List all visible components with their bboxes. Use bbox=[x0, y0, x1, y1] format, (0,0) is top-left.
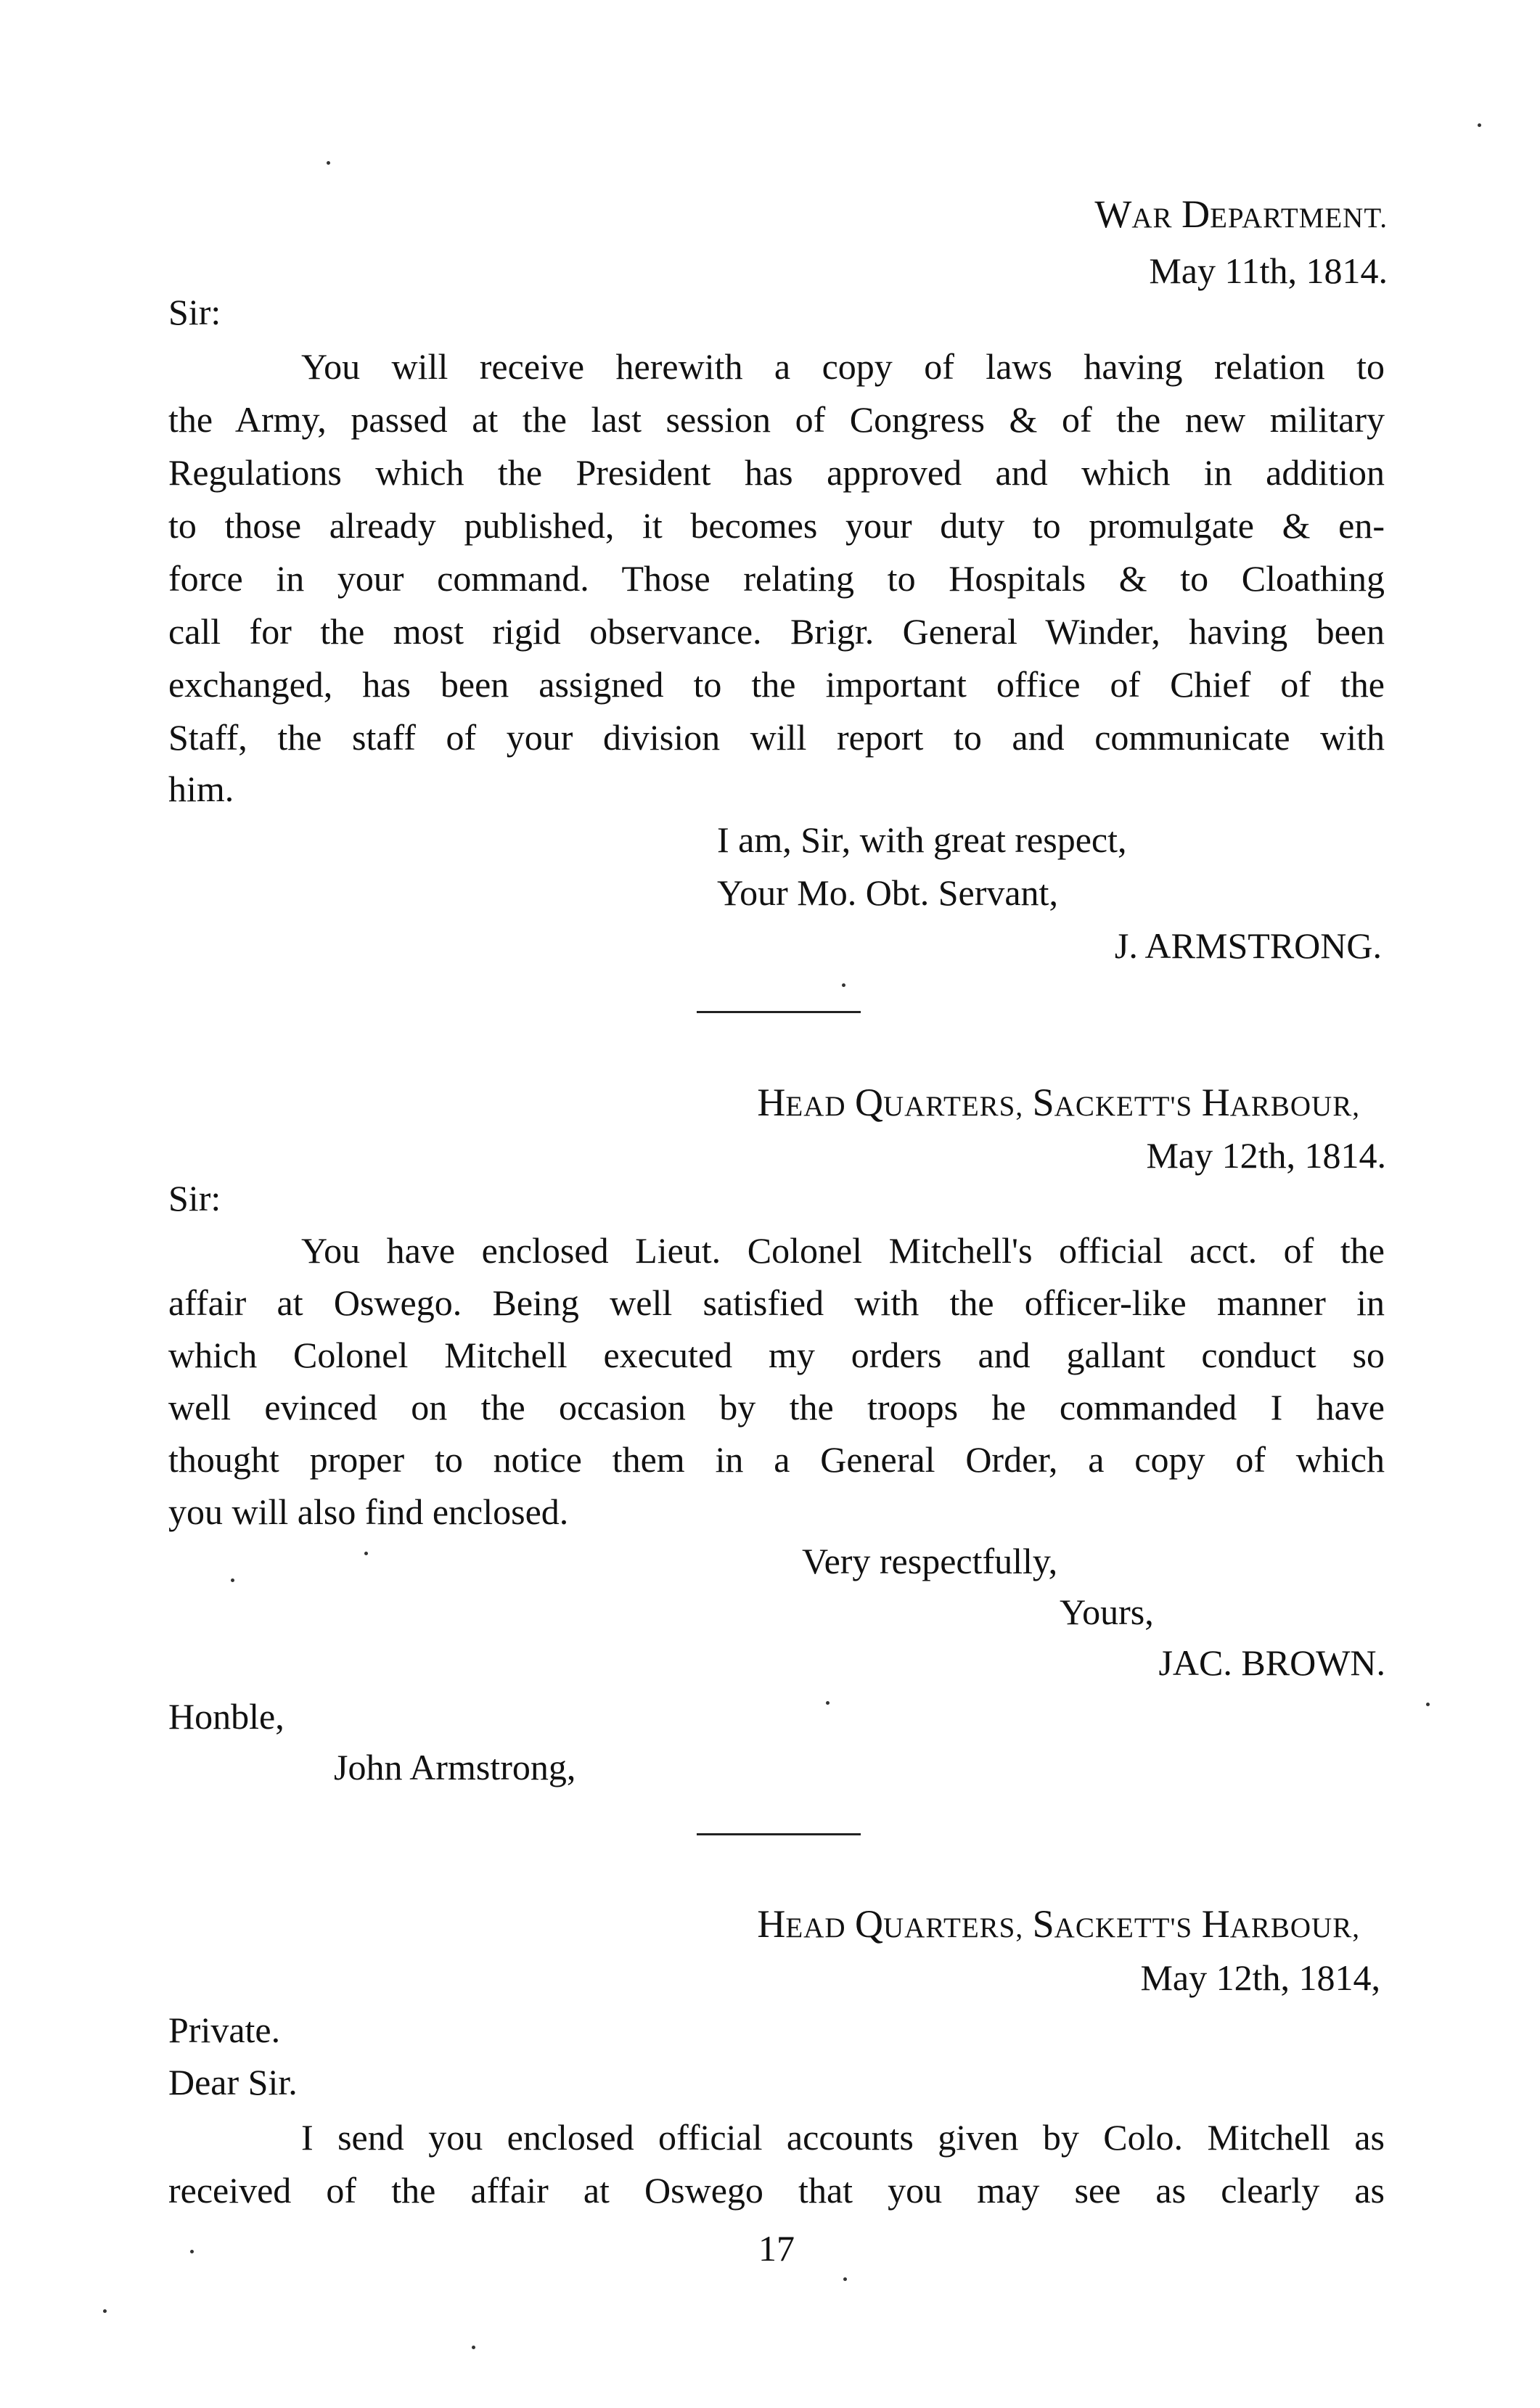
letter1-body-line: to those already published, it becomes your duty to promulgate & en- bbox=[168, 505, 1385, 546]
letter2-closing: Yours, bbox=[1060, 1592, 1154, 1632]
letter1-body-line: him. bbox=[168, 769, 234, 809]
letter3-marking: Private. bbox=[168, 2010, 281, 2050]
scan-speck bbox=[103, 2309, 107, 2313]
scan-speck bbox=[190, 2250, 194, 2253]
letter2-body-line: affair at Oswego. Being well satisfied with the officer-like manner in bbox=[168, 1282, 1385, 1323]
letter2-addressee: John Armstrong, bbox=[334, 1747, 576, 1787]
letter1-body-line: exchanged, has been assigned to the important office of Chief of the bbox=[168, 664, 1385, 705]
letter2-heading: HEAD QUARTERS, SACKETT'S HARBOUR, bbox=[757, 1081, 1360, 1124]
letter2-body-line: well evinced on the occasion by the troops he commanded I have bbox=[168, 1387, 1385, 1428]
scan-speck bbox=[843, 2277, 847, 2281]
letter1-closing: I am, Sir, with great respect, bbox=[717, 819, 1127, 860]
scan-speck bbox=[327, 161, 330, 165]
letter2-closing: Very respectfully, bbox=[802, 1541, 1058, 1581]
scan-speck bbox=[364, 1552, 368, 1555]
section-divider bbox=[697, 1011, 861, 1013]
letter2-body-line: thought proper to notice them in a General Order, a copy of which bbox=[168, 1439, 1385, 1480]
scan-speck bbox=[826, 1701, 830, 1705]
letter2-date: May 12th, 1814. bbox=[1146, 1135, 1386, 1176]
letter1-signature: J. ARMSTRONG. bbox=[1114, 925, 1382, 966]
letter2-salutation: Sir: bbox=[168, 1178, 221, 1219]
scan-speck bbox=[842, 983, 845, 987]
scan-speck bbox=[472, 2346, 475, 2349]
letter2-body-line: You have enclosed Lieut. Colonel Mitchell's official acct. of the bbox=[301, 1230, 1385, 1271]
letter2-body-line: you will also find enclosed. bbox=[168, 1491, 569, 1532]
letter1-closing: Your Mo. Obt. Servant, bbox=[717, 872, 1058, 913]
letter1-body-line: call for the most rigid observance. Brigr. General Winder, having been bbox=[168, 611, 1385, 652]
letter1-body-line: Regulations which the President has approved and which in addition bbox=[168, 452, 1385, 493]
section-divider bbox=[697, 1833, 861, 1835]
letter3-date: May 12th, 1814, bbox=[1140, 1957, 1380, 1998]
letter2-signature: JAC. BROWN. bbox=[1158, 1642, 1385, 1683]
scan-speck bbox=[1478, 123, 1481, 127]
letter3-body-line: I send you enclosed official accounts given by Colo. Mitchell as bbox=[301, 2117, 1385, 2158]
letter1-body-line: the Army, passed at the last session of Congress & of the new military bbox=[168, 399, 1385, 440]
letter1-date: May 11th, 1814. bbox=[1149, 250, 1388, 291]
letter1-body-line: force in your command. Those relating to Hospitals & to Cloathing bbox=[168, 558, 1385, 599]
letter2-body-line: which Colonel Mitchell executed my orders and gallant conduct so bbox=[168, 1335, 1385, 1375]
scan-speck bbox=[231, 1578, 234, 1582]
letter3-body-line: received of the affair at Oswego that you may see as clearly as bbox=[168, 2170, 1385, 2211]
letter1-body-line: Staff, the staff of your division will report to and communicate with bbox=[168, 717, 1385, 758]
scan-speck bbox=[1426, 1703, 1430, 1706]
letter2-addressee: Honble, bbox=[168, 1696, 284, 1737]
letter1-heading: WAR DEPARTMENT. bbox=[1094, 192, 1388, 236]
letter3-heading: HEAD QUARTERS, SACKETT'S HARBOUR, bbox=[757, 1902, 1360, 1946]
letter1-salutation: Sir: bbox=[168, 292, 221, 332]
letter1-body-line: You will receive herewith a copy of laws having relation to bbox=[301, 346, 1385, 387]
page-number: 17 bbox=[758, 2228, 795, 2269]
letter3-salutation: Dear Sir. bbox=[168, 2062, 298, 2102]
